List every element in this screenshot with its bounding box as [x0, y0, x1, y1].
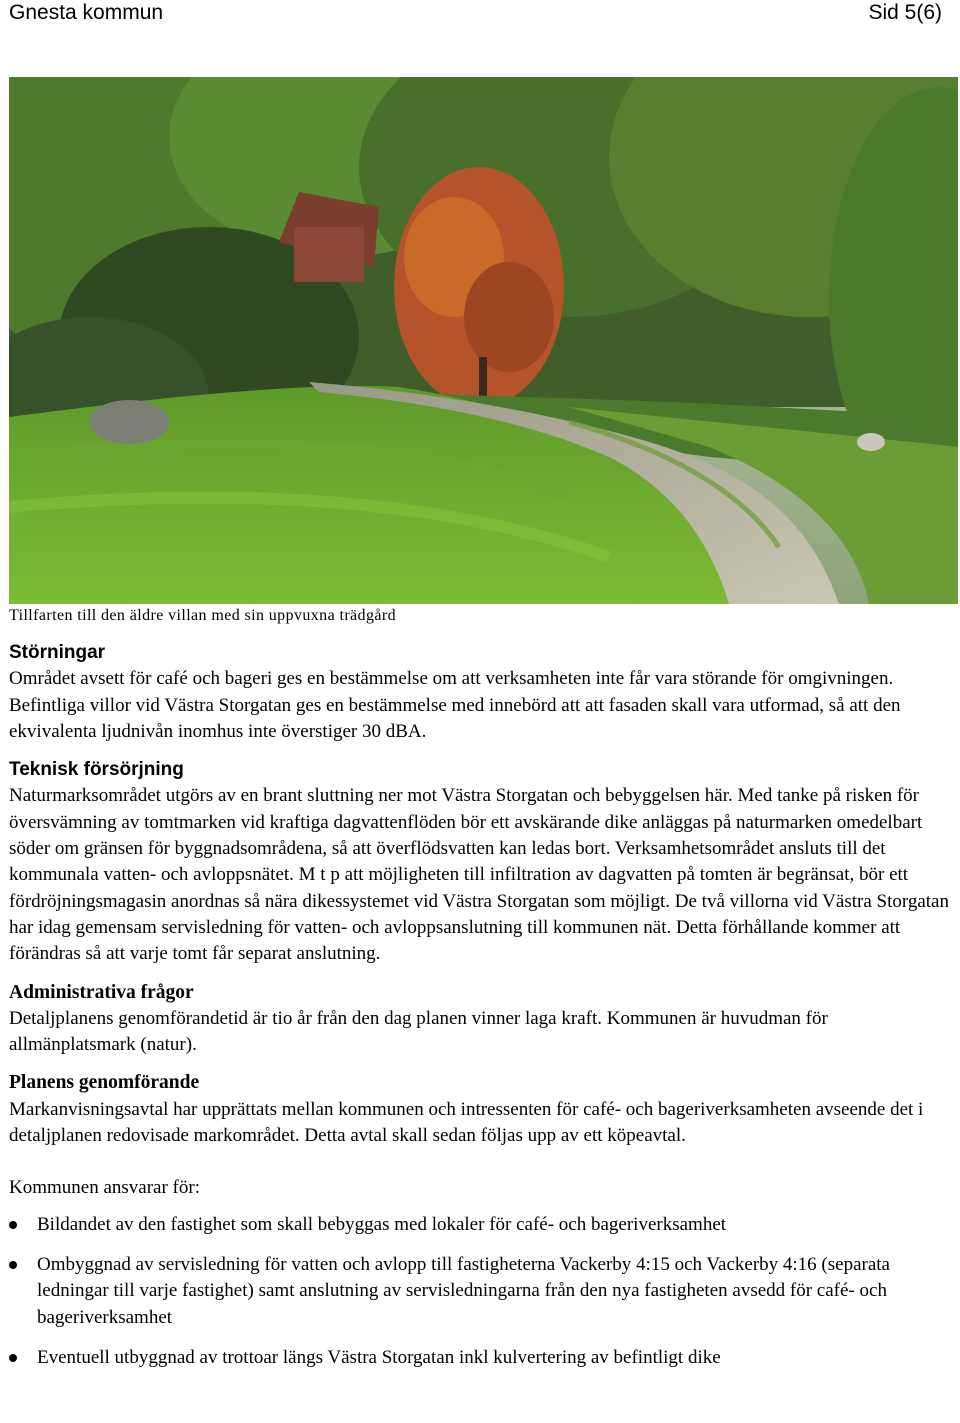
- photo-caption: Tillfarten till den äldre villan med sin uppvuxna trädgård: [9, 607, 396, 624]
- paragraph-teknisk: Naturmarksområdet utgörs av en brant sluttning ner mot Västra Storgatan och bebyggelsen här. Med tanke på risken för översvämning av tomtmarken vid kraftiga dagvattenflöden bör ett avskärande dike anläggas på naturmarken omedelbart söder om gränsen för byggnadsområdena, så att överflödsvatten kan ledas bort. Verksamhetsområdet ansluts till det kommunala vatten- och avloppsnätet. M t p att möjligheten till infiltration av dagvatten på tomten är begränsat, bör ett fördröjningsmagasin anordnas så nära dikessystemet vid Västra Storgatan som möjligt. De två villorna vid Västra Storgatan har idag gemensam servisledning för vatten- och avloppsanslutning till kommunen nät. Detta förhållande kommer att förändras så att varje tomt får separat anslutning.: [9, 785, 949, 965]
- paragraph-administrativa: Detaljplanens genomförandetid är tio år från den dag planen vinner laga kraft. Kommunen är huvudman för allmänplatsmark (natur).: [9, 1007, 828, 1056]
- list-item: Bildandet av den fastighet som skall bebyggas med lokaler för café- och bageriverksamhet: [9, 1212, 954, 1238]
- municipality-name: Gnesta kommun: [9, 1, 164, 24]
- document-body: [9, 640, 954, 1385]
- list-item: Eventuell utbyggnad av trottoar längs Västra Storgatan inkl kulvertering av befintligt dike: [9, 1345, 954, 1371]
- responsibility-intro: Kommunen ansvarar för:: [9, 1177, 200, 1199]
- heading-storningar: Störningar: [9, 642, 106, 663]
- responsibility-list: [9, 1212, 954, 1371]
- heading-genomforande: Planens genomförande: [9, 1072, 200, 1094]
- heading-teknisk: Teknisk försörjning: [9, 759, 184, 781]
- heading-administrativa: Administrativa frågor: [9, 981, 194, 1003]
- page-number: Sid 5(6): [868, 1, 942, 24]
- paragraph-genomforande: Markanvisningsavtal har upprättats mellan kommunen och intressenten för café- och bageriverksamheten avseende det i detaljplanen redovisade markområdet. Detta avtal skall sedan följas upp av ett köpeavtal.: [9, 1098, 924, 1147]
- page-header: [9, 0, 942, 26]
- driveway-photo: [9, 77, 958, 604]
- list-item: Ombyggnad av servisledning för vatten och avlopp till fastigheterna Vackerby 4:15 och Vackerby 4:16 (separata ledningar till varje fastighet) samt anslutning av servisledningarna från den nya fastigheten avsedd för café- och bageriverksamhet: [9, 1252, 954, 1331]
- paragraph-storningar: Området avsett för café och bageri ges en bestämmelse om att verksamheten inte får vara störande för omgivningen. Befintliga villor vid Västra Storgatan ges en bestämmelse med innebörd att att fasaden skall vara utformad, så att den ekvivalenta ljudnivån inomhus inte överstiger 30 dBA.: [9, 668, 901, 742]
